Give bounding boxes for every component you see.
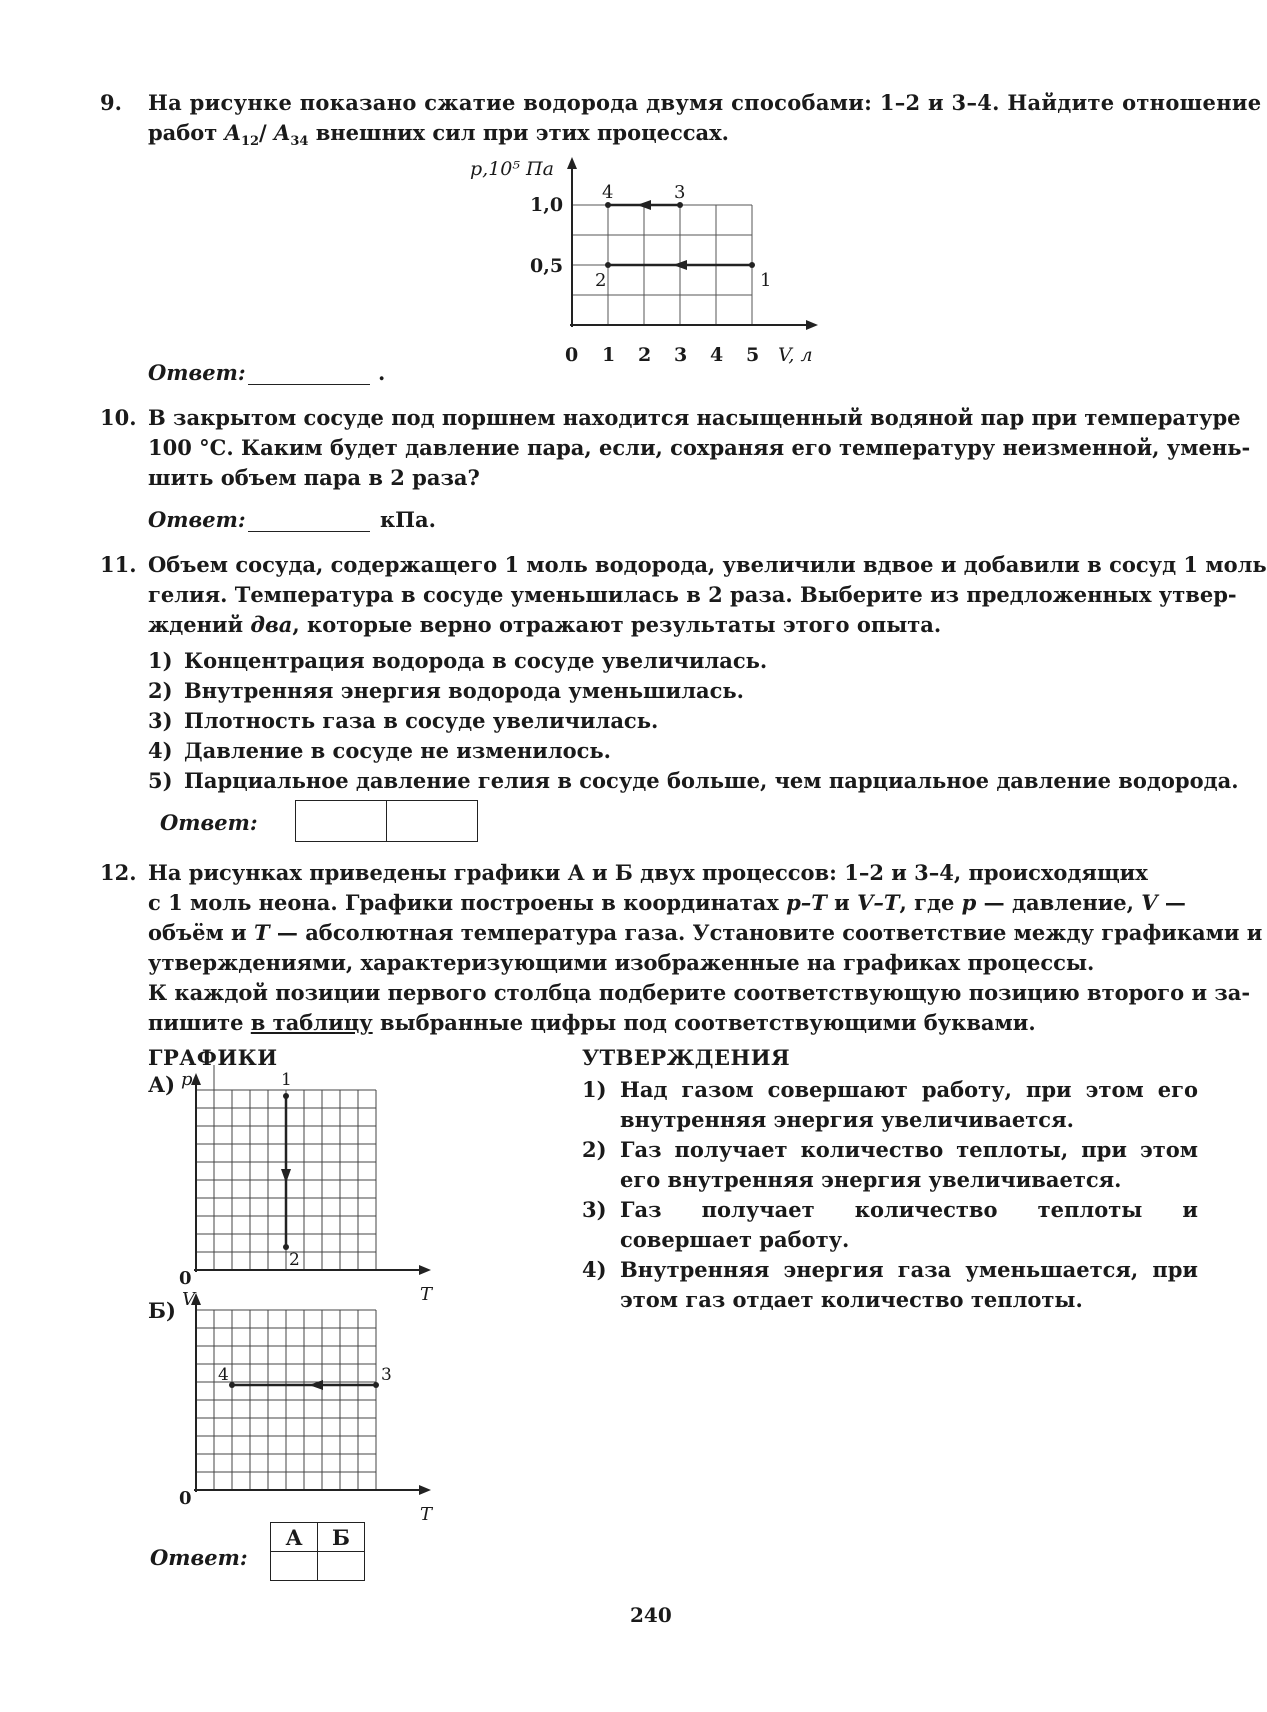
point-label-1: 1	[760, 270, 772, 291]
q11-answer-boxes	[295, 800, 478, 842]
q11-option-3: 3) Плотность газа в сосуде увеличилась.	[148, 708, 659, 733]
table-header-b: Б	[318, 1523, 365, 1552]
point-label-3: 3	[674, 182, 686, 203]
point-1	[283, 1093, 289, 1099]
q11-number: 11.	[100, 552, 137, 577]
q10-line1: В закрытом сосуде под поршнем находится насыщенный водяной пар при температуре	[148, 405, 1241, 430]
q9-answer-field[interactable]	[248, 384, 370, 385]
statement-4: 4) Внутренняя энергия газа уменьшается, при этом газ отдает количество теплоты.	[582, 1257, 1198, 1312]
x-axis-arrow-icon	[806, 320, 818, 330]
point-label-1: 1	[281, 1070, 292, 1090]
q11-option-1: 1) Концентрация водорода в сосуде увеличилась.	[148, 648, 768, 673]
q12-line1: На рисунках приведены графики А и Б двух процессов: 1–2 и 3–4, происходящих	[148, 860, 1148, 885]
graph-a-label: А)	[148, 1072, 176, 1097]
answer-cell-b[interactable]	[318, 1552, 365, 1581]
origin-label: 0	[179, 1268, 192, 1289]
graph-b-label: Б)	[148, 1298, 176, 1323]
q12-line6: пишите в таблицу выбранные цифры под соответствующими буквами.	[148, 1010, 1036, 1035]
q12-graph-b	[179, 1285, 445, 1525]
x-axis-arrow-icon	[419, 1265, 431, 1275]
q10-number: 10.	[100, 405, 137, 430]
q9-number: 9.	[100, 90, 122, 115]
answer-cell-a[interactable]	[271, 1552, 318, 1581]
q11-option-2: 2) Внутренняя энергия водорода уменьшилась.	[148, 678, 744, 703]
origin-label: 0	[179, 1488, 192, 1509]
q9-pv-graph	[460, 155, 840, 370]
point-label-4: 4	[218, 1365, 229, 1385]
statement-1: 1) Над газом совершают работу, при этом его внутренняя энергия увеличивается.	[582, 1077, 1198, 1132]
statements-heading: УТВЕРЖДЕНИЯ	[582, 1045, 791, 1070]
q12-answer-label: Ответ:	[150, 1545, 248, 1570]
graphs-heading: ГРАФИКИ	[148, 1045, 278, 1070]
q11-answer-label: Ответ:	[160, 810, 258, 835]
point-3	[373, 1382, 379, 1388]
q10-answer-unit: кПа.	[380, 507, 436, 532]
q10-answer-field[interactable]	[248, 531, 370, 532]
process-1-2-arrow-icon	[281, 1169, 291, 1183]
y-axis-label: p,10⁵ Па	[470, 158, 554, 180]
q9-answer-suffix: .	[378, 360, 386, 385]
x-axis-label: V, л	[778, 344, 813, 366]
q12-line3: объём и T — абсолютная температура газа. Установите соответствие между графиками и	[148, 920, 1263, 945]
q11-answer-cell-2[interactable]	[387, 801, 477, 841]
q11-line3: ждений два, которые верно отражают результаты этого опыта.	[148, 612, 942, 637]
q9-text-line2: работ $A_{12}/$ $A_{34}$ внешних сил при этих процессах.	[148, 120, 729, 150]
q11-answer-cell-1[interactable]	[296, 801, 387, 841]
q12-answer-table	[270, 1522, 365, 1581]
x-tick-4: 4	[710, 344, 724, 366]
x-axis-label: T	[420, 1504, 433, 1525]
point-4	[229, 1382, 235, 1388]
q9-answer-label: Ответ:	[148, 360, 246, 385]
q12-line5: К каждой позиции первого столбца подберите соответствующую позицию второго и за-	[148, 980, 1251, 1005]
q12-line4: утверждениями, характеризующими изображенные на графиках процессы.	[148, 950, 1095, 975]
table-header-a: А	[271, 1523, 318, 1552]
y-tick-0-5: 0,5	[530, 255, 564, 277]
y-axis-label: V	[182, 1289, 195, 1310]
y-tick-1-0: 1,0	[530, 194, 564, 216]
point-1	[749, 262, 755, 268]
point-label-4: 4	[602, 182, 614, 203]
x-axis-arrow-icon	[419, 1485, 431, 1495]
statement-3: 3) Газ получает количество теплоты и совершает работу.	[582, 1197, 1198, 1252]
q11-line1: Объем сосуда, содержащего 1 моль водорода, увеличили вдвое и добавили в сосуд 1 моль	[148, 552, 1267, 577]
q9-text-line1: На рисунке показано сжатие водорода двумя способами: 1–2 и 3–4. Найдите отношение	[148, 90, 1262, 115]
q12-graph-a	[179, 1065, 445, 1305]
y-axis-arrow-icon	[567, 157, 577, 169]
q12-number: 12.	[100, 860, 137, 885]
x-tick-0: 0	[565, 344, 579, 366]
q10-line2: 100 °С. Каким будет давление пара, если, сохраняя его температуру неизменной, умень-	[148, 435, 1251, 460]
q10-line3: шить объем пара в 2 раза?	[148, 465, 480, 490]
q12-line2: с 1 моль неона. Графики построены в координатах p–T и V–T, где p — давление, V —	[148, 890, 1186, 915]
q11-option-5: 5) Парциальное давление гелия в сосуде больше, чем парциальное давление водорода.	[148, 768, 1239, 793]
q11-option-4: 4) Давление в сосуде не изменилось.	[148, 738, 611, 763]
x-tick-5: 5	[746, 344, 760, 366]
y-axis-label: p	[181, 1069, 193, 1090]
x-axis-label: T	[420, 1284, 433, 1305]
q11-line2: гелия. Температура в сосуде уменьшилась в 2 раза. Выберите из предложенных утвер-	[148, 582, 1237, 607]
x-tick-2: 2	[638, 344, 652, 366]
statement-2: 2) Газ получает количество теплоты, при этом его внутренняя энергия увеличивается.	[582, 1137, 1198, 1192]
point-label-2: 2	[595, 270, 607, 291]
q10-answer-label: Ответ:	[148, 507, 246, 532]
point-label-2: 2	[289, 1250, 300, 1270]
x-tick-3: 3	[674, 344, 688, 366]
point-label-3: 3	[381, 1365, 392, 1385]
point-2	[605, 262, 611, 268]
x-tick-1: 1	[602, 344, 616, 366]
page-number: 240	[630, 1603, 672, 1627]
